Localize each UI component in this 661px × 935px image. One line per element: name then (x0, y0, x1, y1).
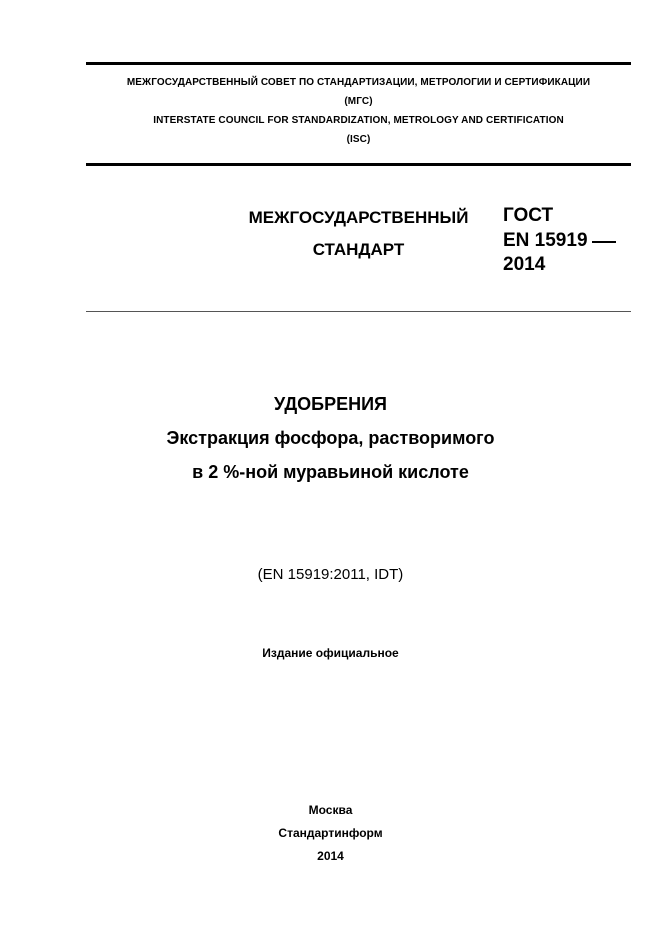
section-divider (86, 311, 631, 312)
top-rule (86, 62, 631, 65)
standard-type-line2: СТАНДАРТ (312, 240, 405, 259)
council-name-ru: МЕЖГОСУДАРСТВЕННЫЙ СОВЕТ ПО СТАНДАРТИЗАЦИИ, МЕТРОЛОГИИ И СЕРТИФИКАЦИИ (126, 77, 591, 88)
header-bottom-rule (86, 163, 631, 166)
en-reference: (EN 15919:2011, IDT) (257, 566, 404, 583)
document-title: УДОБРЕНИЯ (274, 394, 387, 414)
council-abbr-ru: (МГС) (344, 96, 373, 107)
gost-number: EN 15919 (503, 230, 588, 251)
imprint-city: Москва (308, 803, 353, 817)
gost-label: ГОСТ (503, 205, 554, 226)
council-name-en: INTERSTATE COUNCIL FOR STANDARDIZATION, METROLOGY AND CERTIFICATION (153, 115, 564, 126)
document-subtitle-line2: в 2 %-ной муравьиной кислоте (192, 462, 469, 482)
gost-year: 2014 (503, 254, 546, 275)
edition-note: Издание официальное (262, 646, 399, 660)
document-subtitle-line1: Экстракция фосфора, растворимого (166, 428, 495, 448)
council-abbr-en: (ISC) (346, 134, 371, 145)
imprint-publisher: Стандартинформ (278, 826, 383, 840)
imprint-year: 2014 (317, 849, 344, 863)
standard-type-line1: МЕЖГОСУДАРСТВЕННЫЙ (248, 208, 469, 227)
gost-dash (592, 241, 616, 243)
